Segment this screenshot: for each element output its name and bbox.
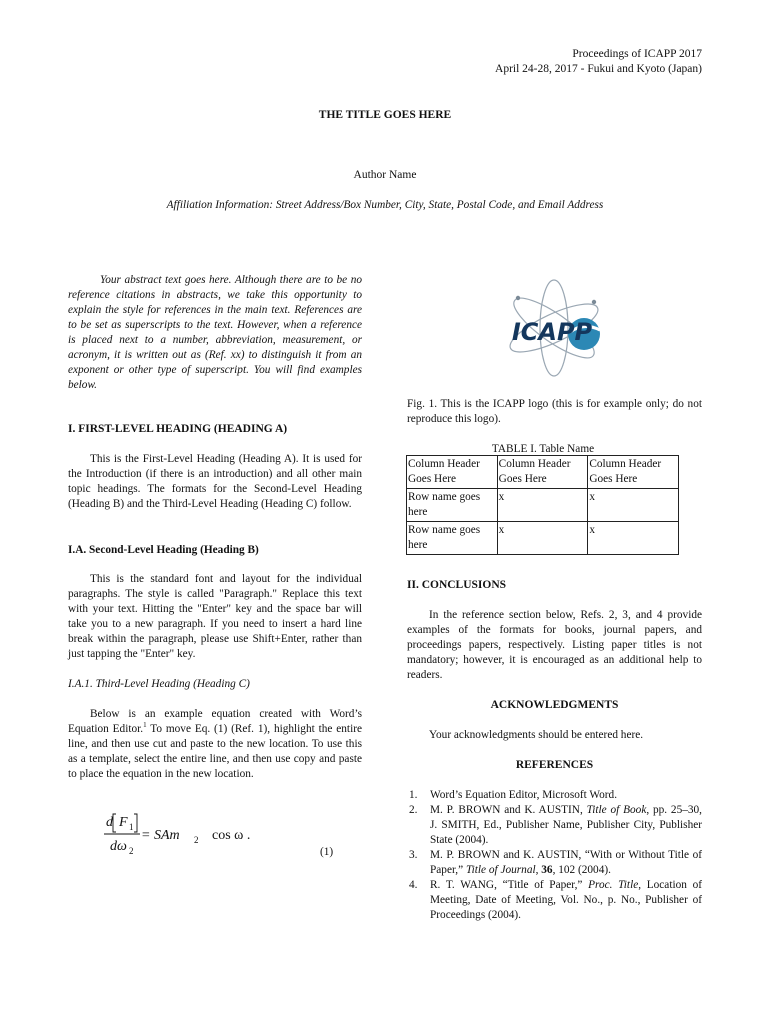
abstract: Your abstract text goes here. Although there are to be no reference citations in abstracts, we take this opportunity to explain the style for references in the main text. References are to be set as superscripts to the text. However, when a reference is placed next to a number, abbreviation, measurement, or acronym, it is written out as (Ref. xx) to distinguish it from an exponent or other type of superscript. You will find examples below.: [68, 274, 362, 391]
acknowledgments-body: Your acknowledgments should be entered here.: [429, 729, 644, 741]
reference-journal: Title of Journal: [465, 864, 536, 876]
logo-text: ICAPP: [511, 318, 593, 346]
reference-details: , 102 (2004).: [552, 864, 611, 876]
reference-proceedings: Proc. Title: [588, 879, 639, 891]
reference-authors: M. P. BROWN and K. AUSTIN, “With or Without Title of Paper,”: [430, 849, 702, 876]
conclusions-body: In the reference section below, Refs. 2, 3, and 4 provide examples of the formats for books, journal papers, and proceedings papers, respectively. Listing paper titles is not mandatory; however, it is encouraged as an additional help to readers.: [407, 609, 702, 681]
electron-2: [592, 300, 596, 304]
figure-1-caption: Fig. 1. This is the ICAPP logo (this is for example only; do not reproduce this logo).: [407, 398, 702, 425]
eq-d-omega: dω: [110, 839, 127, 854]
reference-title: Title of Book: [586, 804, 647, 816]
table-header-cell: Column Header Goes Here: [497, 456, 588, 489]
reference-authors: M. P. BROWN and K. AUSTIN,: [430, 804, 587, 816]
eq-omega-subscript: 2: [129, 846, 134, 856]
table-row-name: Row name goes here: [407, 522, 498, 555]
table-row-name: Row name goes here: [407, 489, 498, 522]
proceedings-header: [495, 47, 702, 77]
proceedings-date: April 24-28, 2017 - Fukui and Kyoto (Japan): [495, 63, 702, 75]
reference-details: , pp. 25–30, J. SMITH, Ed., Publisher Name, Publisher City, Publisher State (2004).: [430, 804, 702, 846]
reference-details: , Location of Meeting, Date of Meeting, Vol. No., p. No., Publisher of Proceedings (2004).: [430, 879, 702, 921]
eq-d: d: [106, 815, 113, 830]
section-1a1-heading: I.A.1. Third-Level Heading (Heading C): [68, 678, 250, 690]
author-name: Author Name: [353, 169, 417, 181]
table-cell: x: [497, 522, 588, 555]
table-cell: x: [497, 489, 588, 522]
eq-left-bracket: [113, 814, 116, 832]
proceedings-name: Proceedings of ICAPP 2017: [572, 48, 702, 60]
references-heading: REFERENCES: [515, 759, 594, 771]
paper-title: THE TITLE GOES HERE: [318, 109, 452, 121]
reference-number: 4.: [409, 879, 418, 891]
section-1a-body: This is the standard font and layout for the individual paragraphs. The style is called "Paragraph." Replace this text with your text. Hitting the "Enter" key and the space bar will take you to a new paragraph. If you need to insert a hard line break within the paragraph, please use Shift+Enter, rather than just tapping the "Enter" key.: [68, 573, 362, 660]
eq-cos: cos ω .: [212, 828, 251, 843]
reference-list: [407, 788, 702, 923]
reference-text: Word’s Equation Editor, Microsoft Word.: [430, 789, 618, 801]
affiliation: Affiliation Information: Street Address/Box Number, City, State, Postal Code, and Email Address: [166, 199, 604, 211]
reference-sep: ,: [535, 864, 542, 876]
section-1-body: This is the First-Level Heading (Heading A). It is used for the Introduction (if there is an introduction) and all other main topic headings. The formats for the Second-Level Heading (Heading B) and the Third-Level Heading (Heading C) follow.: [68, 453, 362, 510]
icapp-logo: [498, 272, 610, 384]
section-1a-heading: I.A. Second-Level Heading (Heading B): [68, 544, 259, 556]
acknowledgments-heading: ACKNOWLEDGMENTS: [490, 699, 619, 711]
section-1a1-body: [68, 707, 362, 782]
table-cell: x: [588, 489, 679, 522]
eq-right-bracket: [134, 814, 137, 832]
section-1-heading: I. FIRST-LEVEL HEADING (HEADING A): [68, 423, 288, 435]
eq-rhs: = SAm: [141, 828, 180, 843]
table-header-row: [407, 456, 679, 489]
table-row: [407, 522, 679, 555]
table-1: [406, 455, 679, 555]
table-header-cell: Column Header Goes Here: [407, 456, 498, 489]
reference-item: [407, 848, 702, 878]
reference-number: 2.: [409, 804, 418, 816]
eq-rhs-subscript: 2: [194, 835, 199, 845]
reference-item: [407, 803, 702, 848]
equation-number: (1): [320, 846, 334, 858]
reference-volume: 36: [541, 864, 553, 876]
citation-superscript: 1: [143, 721, 147, 730]
table-1-title: TABLE I. Table Name: [491, 443, 595, 455]
reference-authors: R. T. WANG, “Title of Paper,”: [430, 879, 589, 891]
electron-1: [516, 296, 520, 300]
reference-number: 3.: [409, 849, 418, 861]
eq-F: F: [119, 815, 128, 830]
table-cell: x: [588, 522, 679, 555]
section-1a1-body-post: To move Eq. (1) (Ref. 1), highlight the entire line, and then use cut and paste to the new location. To use this as a template, select the entire line, and then use copy and paste to place the equation in the new location.: [68, 723, 362, 780]
reference-number: 1.: [409, 789, 418, 801]
section-1: [68, 422, 362, 437]
section-1a1-body-pre: Below is an example equation created with Word’s Equation Editor.: [68, 708, 362, 735]
table-header-cell: Column Header Goes Here: [588, 456, 679, 489]
reference-item: [407, 878, 702, 923]
table-row: [407, 489, 679, 522]
conclusions-heading: II. CONCLUSIONS: [407, 579, 507, 591]
eq-F-subscript: 1: [129, 822, 134, 832]
reference-item: [407, 788, 702, 803]
